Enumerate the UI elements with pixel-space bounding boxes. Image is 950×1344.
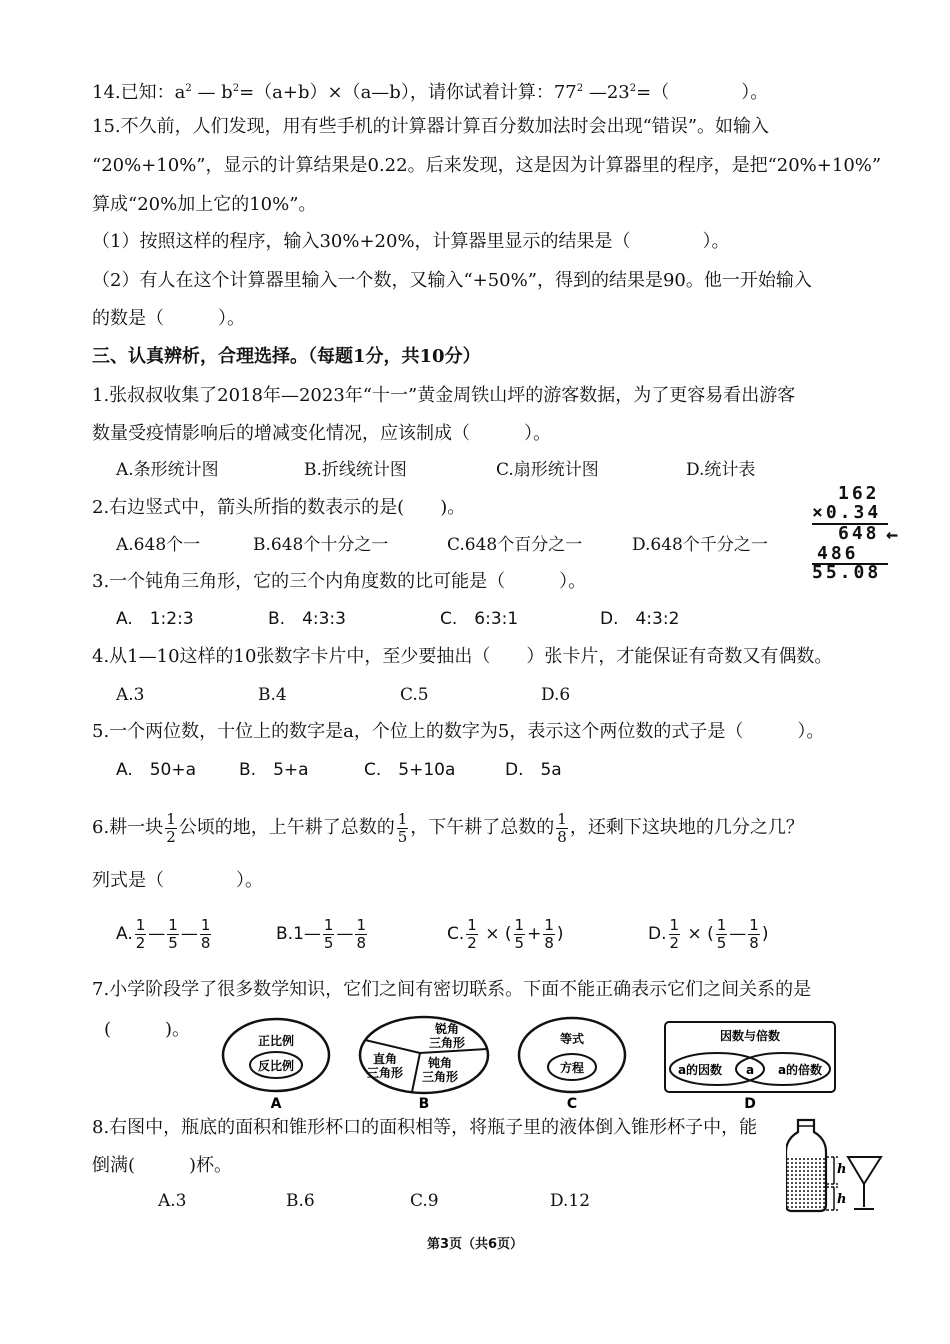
diagram-b [360, 1017, 488, 1112]
q6-option-d: D. $\frac{1}{2}$ × ( $\frac{1}{5}$ — $\frac{1}{8}$ ) [648, 915, 769, 952]
question-3-line1: 3.一个钝角三角形，它的三个内角度数的比可能是（ ）。 [92, 571, 587, 592]
question-6-line1: 6.耕一块 $\frac{1}{2}$ 公顷的地，上午耕了总数的 $\frac{1}{5}$ ，下午耕了总数的 $\frac{1}{8}$ ，还剩下这块地的几分之几？ [92, 809, 804, 846]
svg-text:锐角: 锐角 [434, 1022, 460, 1036]
section-3-title: 三、认真辨析，合理选择。（每题1分，共10分） [92, 346, 481, 367]
bottle-and-cone-figure [786, 1117, 896, 1217]
calc-row-5: 55.08 [812, 562, 882, 583]
q4-option-c: C.5 [400, 685, 429, 705]
question-14: 14.已知：$a^2$ — $b^2=(a+b)\times(a—b)$，请你试着计算：$77^2$ $—23^2=$（ ）。 [92, 82, 769, 103]
svg-text:C: C [566, 1096, 578, 1112]
question-5-line1: 5.一个两位数，十位上的数字是a，个位上的数字为5，表示这个两位数的式子是（ ）。 [92, 721, 825, 742]
diagram-a [223, 1019, 329, 1112]
svg-text:正比例: 正比例 [257, 1034, 295, 1048]
question-15-line1: 15.不久前，人们发现，用有些手机的计算器计算百分数加法时会出现“错误”。如输入 [92, 116, 770, 137]
q2-option-c: C.648个百分之一 [447, 535, 583, 555]
q7-diagrams [0, 1005, 950, 1125]
svg-text:A: A [270, 1096, 282, 1112]
question-1-line1: 1.张叔叔收集了2018年—2023年“十一”黄金周铁山坪的游客数据，为了更容易看出游客 [92, 385, 796, 406]
diagram-d [665, 1022, 835, 1112]
svg-text:h: h [837, 1162, 847, 1177]
q5-option-d: D. 5a [505, 760, 562, 780]
svg-text:直角: 直角 [372, 1052, 398, 1066]
q2-option-d: D.648个千分之一 [632, 535, 768, 555]
svg-text:三角形: 三角形 [421, 1070, 459, 1084]
q8-option-d: D.12 [550, 1191, 591, 1211]
q8-option-b: B.6 [286, 1191, 315, 1211]
question-7-line2: ( )。 [104, 1019, 191, 1040]
q4-option-d: D.6 [541, 685, 571, 705]
question-6-line2: 列式是（ ）。 [92, 870, 263, 891]
question-15-sub2b: 的数是（ ）。 [92, 308, 245, 329]
svg-text:方程: 方程 [559, 1061, 585, 1075]
q4-option-a: A.3 [116, 685, 145, 705]
q1-option-b: B.折线统计图 [304, 460, 407, 480]
question-15-sub2: （2）有人在这个计算器里输入一个数，又输入“+50%”，得到的结果是90。他一开始输入 [92, 270, 812, 291]
arrow-icon: ← [886, 522, 902, 546]
question-7-line1: 7.小学阶段学了很多数学知识，它们之间有密切联系。下面不能正确表示它们之间关系的是 [92, 979, 812, 1000]
calc-row-2: ×0.34 [812, 502, 882, 523]
svg-text:反比例: 反比例 [257, 1059, 295, 1073]
cone-glass-icon [848, 1157, 881, 1209]
svg-text:a的倍数: a的倍数 [777, 1063, 823, 1077]
svg-text:三角形: 三角形 [428, 1036, 466, 1050]
svg-text:等式: 等式 [559, 1032, 585, 1046]
svg-text:因数与倍数: 因数与倍数 [719, 1029, 781, 1043]
q5-option-b: B. 5+a [239, 760, 309, 780]
q1-option-d: D.统计表 [686, 460, 756, 480]
svg-text:a的因数: a的因数 [677, 1063, 723, 1077]
question-2-line1: 2.右边竖式中，箭头所指的数表示的是( )。 [92, 497, 466, 518]
q5-option-c: C. 5+10a [364, 760, 456, 780]
svg-text:B: B [418, 1096, 430, 1112]
q8-option-a: A.3 [158, 1191, 187, 1211]
question-4-line1: 4.从1—10这样的10张数字卡片中，至少要抽出（ ）张卡片，才能保证有奇数又有偶数。 [92, 646, 833, 667]
svg-text:钝角: 钝角 [427, 1056, 453, 1070]
question-1-line2: 数量受疫情影响后的增减变化情况，应该制成（ ）。 [92, 423, 551, 444]
q2-option-a: A.648个一 [116, 535, 201, 555]
q6-option-b: B.1— $\frac{1}{5}$ — $\frac{1}{8}$ [276, 915, 366, 952]
calc-row-3: 648 [838, 523, 880, 544]
calc-row-1: 162 [838, 483, 880, 504]
q3-option-b: B. 4:3:3 [268, 609, 346, 629]
q1-option-c: C.扇形统计图 [496, 460, 599, 480]
svg-text:a: a [745, 1063, 755, 1077]
q5-option-a: A. 50+a [116, 760, 197, 780]
q1-option-a: A.条形统计图 [116, 460, 219, 480]
svg-text:h: h [837, 1192, 847, 1207]
question-15-sub1: （1）按照这样的程序，输入30%+20%，计算器里显示的结果是（ ）。 [92, 231, 730, 252]
q3-option-d: D. 4:3:2 [600, 609, 680, 629]
q8-option-c: C.9 [410, 1191, 439, 1211]
diagram-c [519, 1018, 625, 1112]
question-15-line2: “20%+10%”，显示的计算结果是0.22。后来发现，这是因为计算器里的程序，是把“20%+10%” [92, 155, 882, 176]
question-8-line1: 8.右图中，瓶底的面积和锥形杯口的面积相等，将瓶子里的液体倒入锥形杯子中，能 [92, 1117, 758, 1138]
page-footer: 第3页（共6页） [426, 1237, 524, 1252]
q4-option-b: B.4 [258, 685, 287, 705]
q2-option-b: B.648个十分之一 [253, 535, 389, 555]
question-8-line2: 倒满( )杯。 [92, 1155, 233, 1176]
q3-option-a: A. 1:2:3 [116, 609, 194, 629]
calc-row-4: 486 [817, 543, 859, 564]
question-15-line3: 算成“20%加上它的10%”。 [92, 194, 317, 215]
q6-option-a: A. $\frac{1}{2}$ — $\frac{1}{5}$ — $\frac{1}{8}$ [116, 915, 211, 952]
q3-option-c: C. 6:3:1 [440, 609, 519, 629]
bottle-icon [786, 1120, 826, 1211]
svg-text:三角形: 三角形 [366, 1066, 404, 1080]
q6-option-c: C. $\frac{1}{2}$ × ( $\frac{1}{5}$ + $\frac{1}{8}$ ) [447, 915, 564, 952]
svg-text:D: D [744, 1096, 756, 1112]
